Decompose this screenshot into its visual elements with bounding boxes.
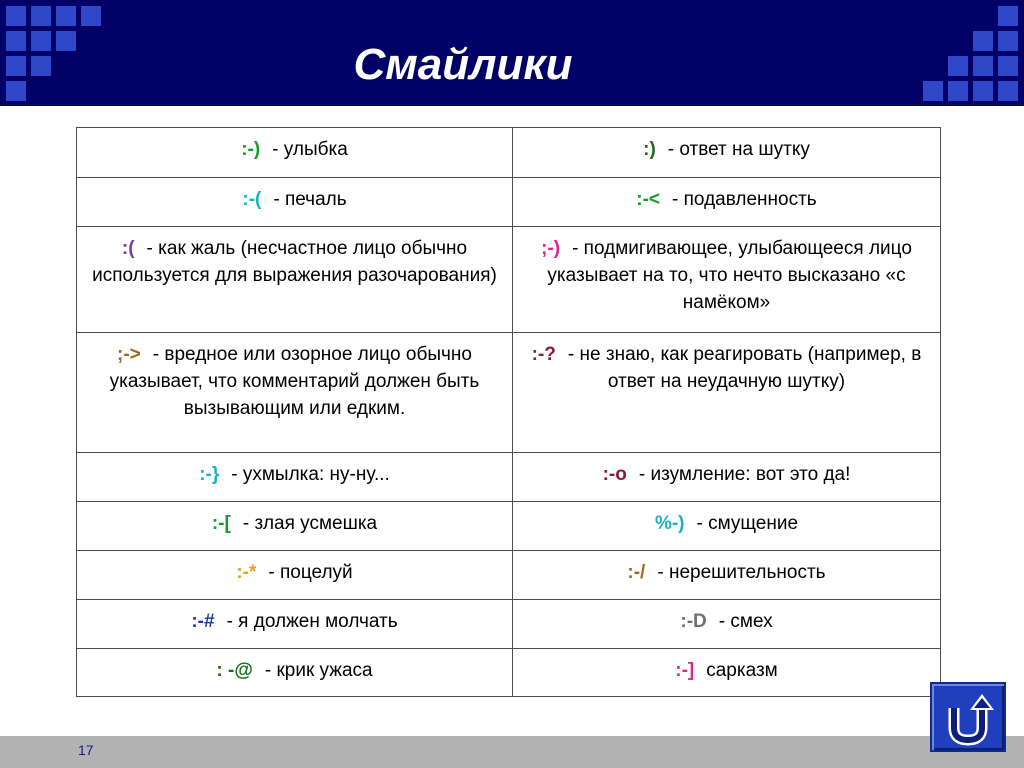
emoticon-description: - смущение bbox=[696, 513, 799, 534]
emoticon-description: - поцелуй bbox=[268, 562, 353, 583]
decor-square bbox=[973, 56, 993, 76]
emoticon-code: ;-) bbox=[541, 238, 561, 259]
emoticon-description: - подмигивающее, улыбающееся лицо указывает на то, что нечто высказано «с намёком» bbox=[547, 238, 912, 313]
emoticon-table bbox=[76, 127, 941, 697]
emoticon-code: :-< bbox=[636, 189, 661, 210]
emoticon-code: : -@ bbox=[216, 660, 253, 681]
decor-square bbox=[998, 56, 1018, 76]
emoticon-code: :-] bbox=[675, 660, 695, 681]
decor-square bbox=[973, 31, 993, 51]
emoticon-description: - крик ужаса bbox=[264, 660, 373, 681]
decor-square bbox=[31, 6, 51, 26]
emoticon-description: - ухмылка: ну-ну... bbox=[231, 464, 390, 485]
emoticon-description: - изумление: вот это да! bbox=[638, 464, 851, 485]
emoticon-description: - печаль bbox=[273, 189, 347, 210]
table-cell bbox=[77, 600, 513, 649]
table-cell bbox=[77, 227, 513, 333]
decor-square bbox=[973, 81, 993, 101]
table-row bbox=[77, 128, 941, 178]
decor-square bbox=[56, 6, 76, 26]
u-turn-arrow-icon bbox=[940, 690, 996, 746]
emoticon-code: ;-> bbox=[117, 344, 141, 365]
emoticon-code: :( bbox=[121, 238, 135, 259]
table-cell bbox=[77, 649, 513, 697]
emoticon-description: - нерешительность bbox=[657, 562, 826, 583]
table-cell bbox=[513, 178, 941, 227]
table-row bbox=[77, 502, 941, 551]
table-row bbox=[77, 649, 941, 697]
emoticon-code: :-? bbox=[531, 344, 556, 365]
emoticon-code: :-o bbox=[602, 464, 627, 485]
table-cell bbox=[77, 178, 513, 227]
emoticon-code: :-* bbox=[236, 562, 257, 583]
table-cell bbox=[513, 551, 941, 600]
table-cell bbox=[77, 333, 513, 453]
slide-header bbox=[0, 0, 1024, 104]
emoticon-description: - подавленность bbox=[672, 189, 817, 210]
emoticon-description: - злая усмешка bbox=[242, 513, 378, 534]
table-row bbox=[77, 227, 941, 333]
table-row bbox=[77, 178, 941, 227]
table-cell bbox=[513, 649, 941, 697]
decor-square bbox=[998, 31, 1018, 51]
emoticon-code: :-} bbox=[199, 464, 220, 485]
table-cell bbox=[513, 600, 941, 649]
header-divider bbox=[0, 104, 1024, 106]
emoticon-description: - вредное или озорное лицо обычно указывает, что комментарий должен быть вызывающим или едким. bbox=[109, 344, 480, 419]
emoticon-code: :-D bbox=[680, 611, 707, 632]
table-cell bbox=[513, 453, 941, 502]
table-row bbox=[77, 333, 941, 453]
table-cell bbox=[77, 502, 513, 551]
emoticon-code: :-[ bbox=[211, 513, 231, 534]
emoticon-code: :-) bbox=[241, 139, 261, 160]
slide-footer bbox=[0, 736, 1024, 768]
emoticon-description: - как жаль (несчастное лицо обычно используется для выражения разочарования) bbox=[92, 238, 497, 286]
table-cell bbox=[513, 227, 941, 333]
emoticon-description: - улыбка bbox=[272, 139, 348, 160]
slide-title: Смайлики bbox=[353, 40, 573, 89]
decor-square bbox=[6, 6, 26, 26]
table-cell bbox=[77, 551, 513, 600]
decor-square bbox=[948, 81, 968, 101]
decor-square bbox=[948, 56, 968, 76]
emoticon-code: :) bbox=[643, 139, 656, 160]
table-cell bbox=[513, 333, 941, 453]
emoticon-description: - ответ на шутку bbox=[667, 139, 810, 160]
decor-square bbox=[998, 6, 1018, 26]
table-row bbox=[77, 453, 941, 502]
emoticon-description: сарказм bbox=[706, 660, 778, 681]
page-number: 17 bbox=[78, 742, 94, 758]
table-row bbox=[77, 551, 941, 600]
table-cell bbox=[513, 128, 941, 178]
decor-square bbox=[998, 81, 1018, 101]
decor-square bbox=[81, 6, 101, 26]
emoticon-description: - смех bbox=[718, 611, 773, 632]
table-cell bbox=[77, 453, 513, 502]
emoticon-code: :-/ bbox=[627, 562, 646, 583]
emoticon-code: %-) bbox=[654, 513, 685, 534]
table-cell bbox=[513, 502, 941, 551]
emoticon-description: - не знаю, как реагировать (например, в ответ на неудачную шутку) bbox=[567, 344, 922, 392]
decor-square bbox=[923, 81, 943, 101]
table-cell bbox=[77, 128, 513, 178]
table-row bbox=[77, 600, 941, 649]
return-button[interactable] bbox=[930, 682, 1006, 752]
emoticon-description: - я должен молчать bbox=[226, 611, 398, 632]
emoticon-code: :-( bbox=[242, 189, 262, 210]
emoticon-code: :-# bbox=[191, 611, 215, 632]
